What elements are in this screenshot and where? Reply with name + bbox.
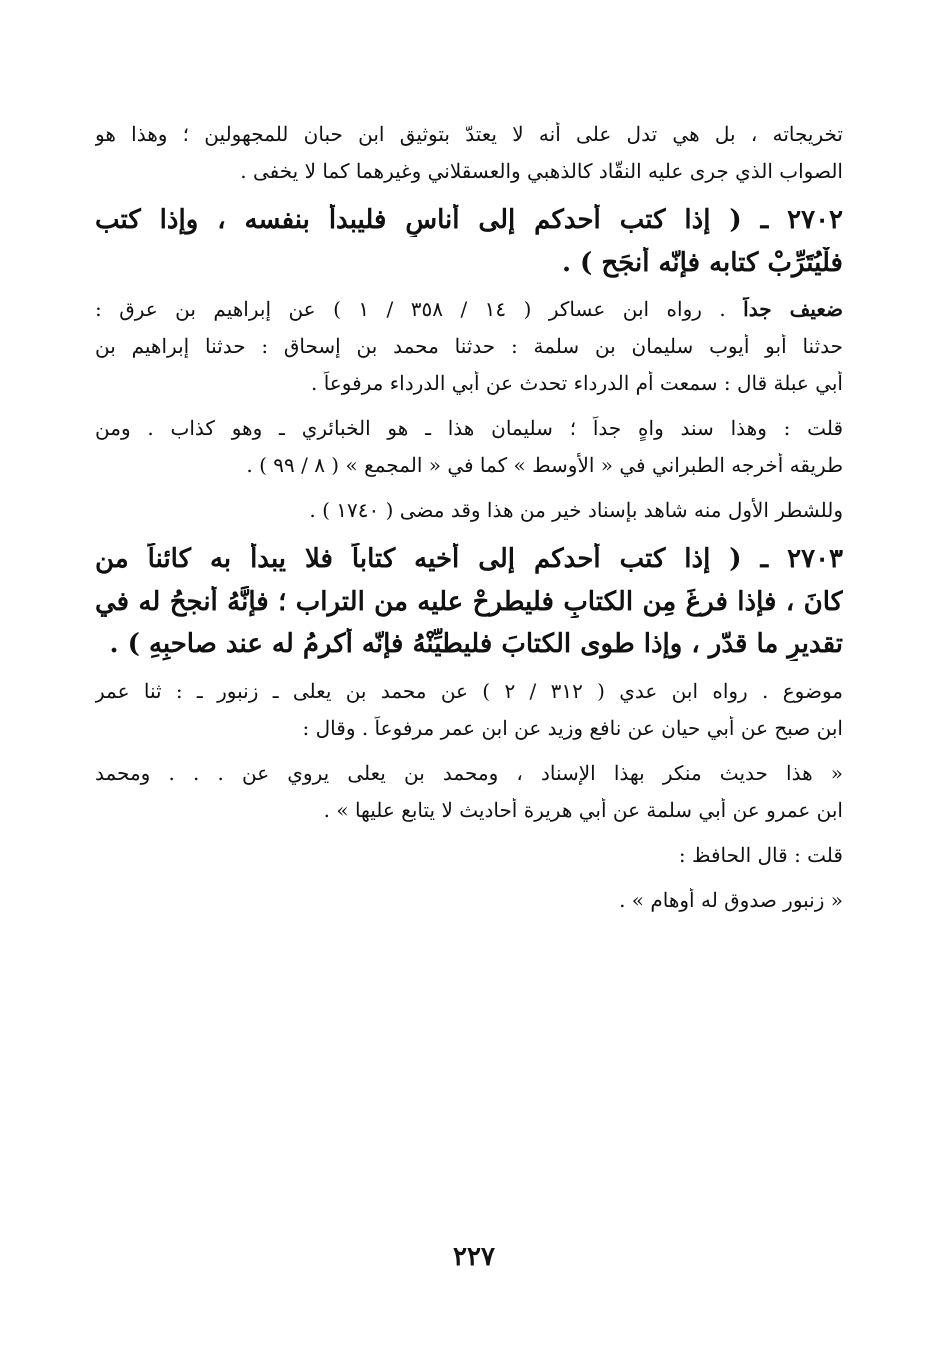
text-line: طريقه أخرجه الطبراني في « الأوسط » كما في « المجمع » ( ٨ / ٩٩ ) . [246,453,843,477]
hadith-2703-text [95,543,843,661]
text-line: موضوع . رواه ابن عدي ( ٣١٢ / ٢ ) عن محمد بن يعلى ـ زنبور ـ : ثنا عمر [95,678,843,703]
text-line: تخريجاته ، بل هي تدل على أنه لا يعتدّ بتوثيق ابن حبان للمجهولين ؛ وهذا هو [95,122,843,146]
note-2702-paragraph [95,498,843,523]
text-line: ابن صبح عن أبي حيان عن نافع وزيد عن ابن عمر مرفوعاً . وقال : [302,715,843,740]
text-line: ٢٧٠٣ ـ ( إذا كتب أحدكم إلى أَخيه كتاباً فلا يبدأ به كائناً من [95,544,843,574]
text-line: الصواب الذي جرى عليه النقّاد كالذهبي والعسقلاني وغيرهما كما لا يخفى . [240,159,843,183]
text-line: « هذا حديث منكر بهذا الإسناد ، ومحمد بن يعلى يروي عن . . . ومحمد [95,760,843,785]
text-line: تقديرِ ما قدّر ، وإذا طوى الكتابَ فليطيِّنْهُ فإنّه أكرمُ له عند صاحبِهِ ) . [109,629,843,659]
text-line: أبي عبلة قال : سمعت أم الدرداء تحدث عن أبي الدرداء مرفوعاً . [311,371,843,395]
intro-paragraph [95,122,843,184]
text-line: قلت : قال الحافظ : [678,842,843,867]
text-line: حدثنا أبو أيوب سليمان بن سلمة : حدثنا محمد بن إسحاق : حدثنا إبراهيم بن [95,334,843,358]
text-line: ٢٧٠٢ ـ ( إذا كتب أحدكم إلى أناسٍ فليبدأ بنفسه ، وإذا كتب [95,205,843,235]
text-line: كانَ ، فإذا فرغَ مِن الكتابِ فليطرحْ عليه من التراب ؛ فإنَّهُ أَنجحُ له في [95,586,843,617]
comment-2703-paragraph [95,843,843,868]
hadith-2702-text [95,204,843,279]
grading-text: . رواه ابن عساكر ( ١٤ / ٣٥٨ / ١ ) عن إبراهيم بن عرق : [95,297,744,321]
text-line: « زنبور صدوق له أوهام » . [619,887,843,912]
grading-label: ضعيف جداً [743,297,843,321]
comment-2702-paragraph [95,416,843,478]
grading-2702-paragraph [95,297,843,396]
text-line: فلْيُتَرِّبْ كتابه فإنّه أَنجَح ) . [561,247,843,278]
page-body [95,122,843,933]
grading-2703-paragraph [95,679,843,741]
page-number: ٢٢٧ [453,1242,495,1272]
quote-2703-paragraph [95,761,843,823]
text-line [95,297,843,322]
quote-hafiz-paragraph [95,888,843,913]
text-line: ابن عمرو عن أبي سلمة عن أبي هريرة أحاديث لا يتابع عليها » . [323,797,843,822]
text-line: قلت : وهذا سند واهٍ جداً ؛ سليمان هذا ـ هو الخبائري ـ وهو كذاب . ومن [95,416,843,440]
text-line: وللشطر الأول منه شاهد بإسناد خير من هذا وقد مضى ( ١٧٤٠ ) . [309,498,843,522]
